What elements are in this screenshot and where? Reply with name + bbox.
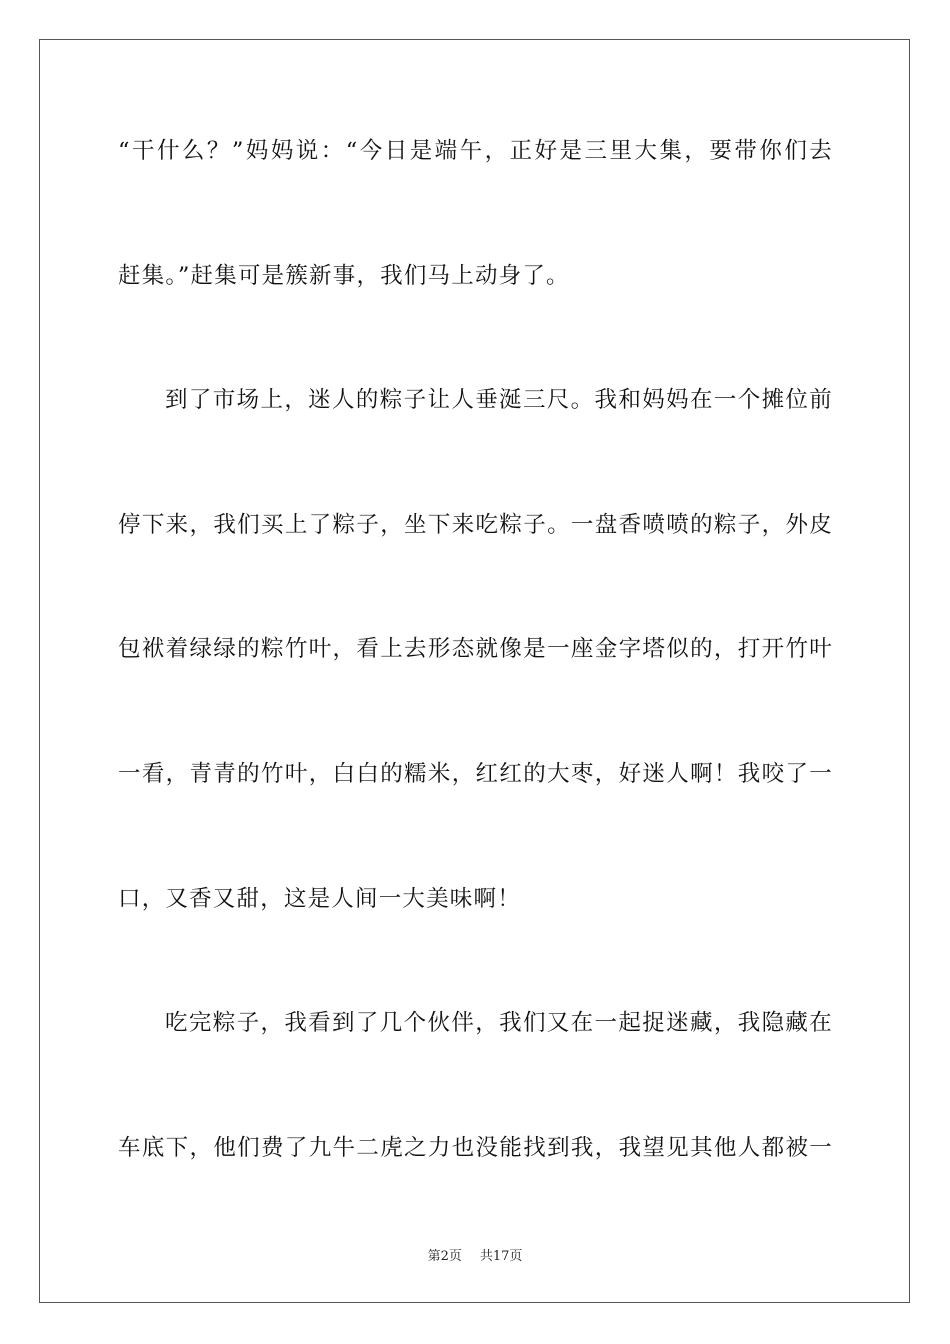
page-footer [0,1248,950,1266]
text-line: 包袱着绿绿的粽竹叶，看上去形态就像是一座金字塔似的，打开竹叶 [118,636,833,662]
text-line: 车底下，他们费了九牛二虎之力也没能找到我，我望见其他人都被一 [118,1135,833,1161]
text-line: 口，又香又甜，这是人间一大美味啊！ [118,886,521,912]
text-line: 赶集。”赶集可是簇新事，我们马上动身了。 [118,263,570,289]
page-number: 第2页 [427,1249,462,1264]
text-line: “干什么？”妈妈说：“今日是端午，正好是三里大集，要带你们去 [118,138,833,164]
text-line: 一看，青青的竹叶，白白的糯米，红红的大枣，好迷人啊！我咬了一 [118,761,833,787]
paragraph-first-line: 到了市场上，迷人的粽子让人垂涎三尺。我和妈妈在一个摊位前 [165,387,833,413]
paragraph-first-line: 吃完粽子，我看到了几个伙伴，我们又在一起捉迷藏，我隐藏在 [165,1010,833,1036]
page-border [39,39,910,1303]
text-line: 停下来，我们买上了粽子，坐下来吃粽子。一盘香喷喷的粽子，外皮 [118,512,833,538]
page-total: 共17页 [479,1249,523,1264]
